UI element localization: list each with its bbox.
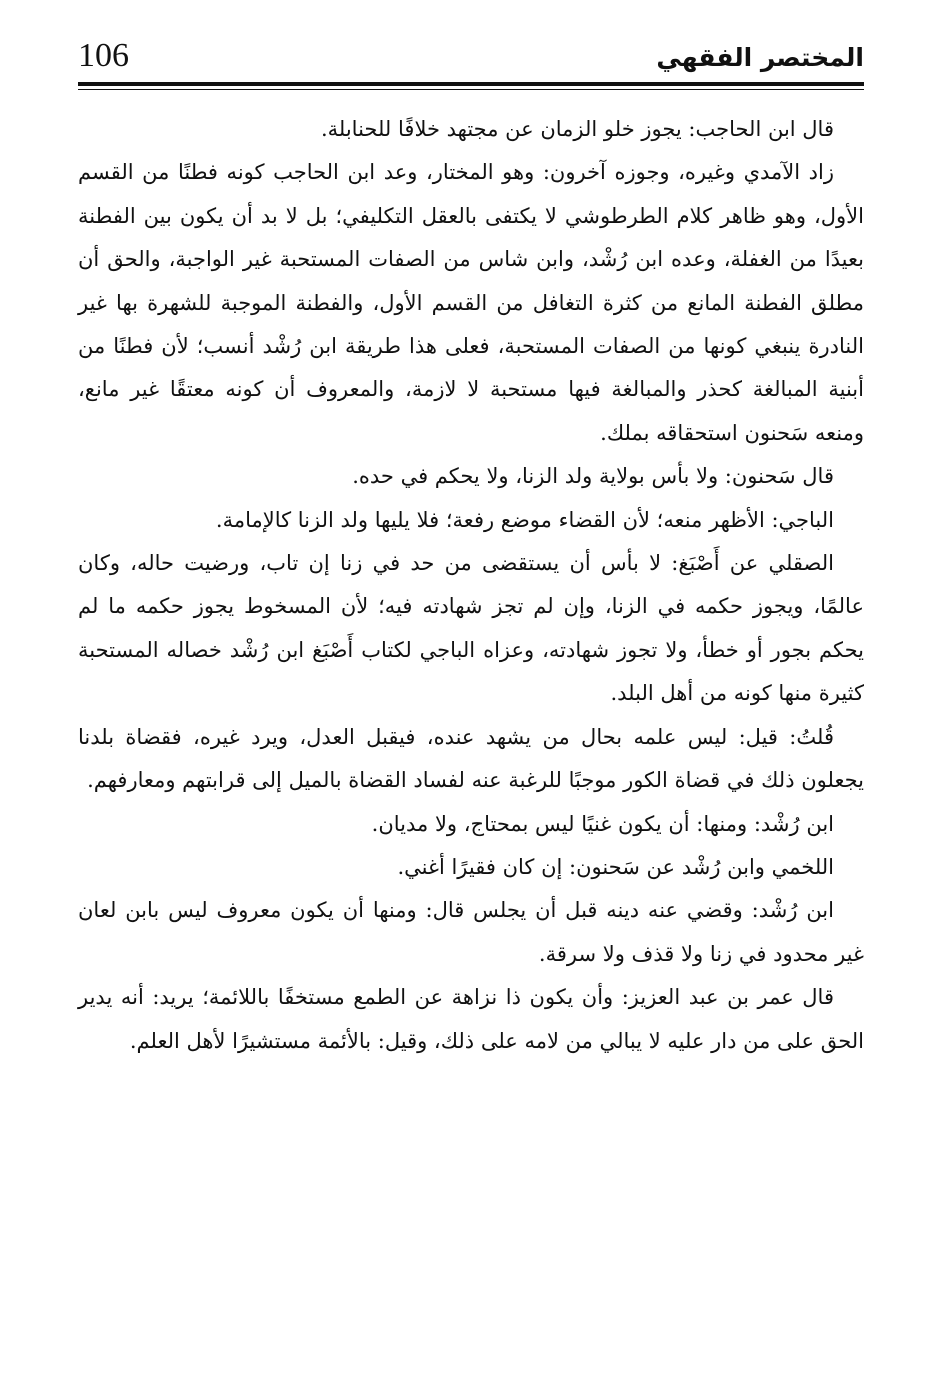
paragraph: زاد الآمدي وغيره، وجوزه آخرون: وهو المختار، وعد ابن الحاجب كونه فطنًا من القسم الأول، وهو ظاهر كلام الطرطوشي لا يكتفى بالعقل التكليفي؛ بل لا بد أن يكون بين الفطنة بعيدًا من الغفلة، وعده ابن رُشْد، وابن شاس من الصفات المستحبة غير الواجبة، والحق أن مطلق الفطنة المانع من كثرة التغافل من القسم الأول، والفطنة الموجبة للشهرة بها غير النادرة ينبغي كونها من الصفات المستحبة، فعلى هذا طريقة ابن رُشْد أنسب؛ لأن فطنًا من أبنية المبالغة كحذر والمبالغة فيها مستحبة لا لازمة، والمعروف أن كونه معتقًا غير مانع، ومنعه سَحنون استحقاقه بملك.	[78, 160, 864, 445]
header-rule-thin	[78, 89, 864, 90]
page-number: 106	[78, 37, 129, 74]
paragraph: قال ابن الحاجب: يجوز خلو الزمان عن مجتهد خلافًا للحنابلة.	[320, 117, 834, 141]
paragraph: قال سَحنون: ولا بأس بولاية ولد الزنا، ولا يحكم في حده.	[352, 464, 834, 489]
paragraph: اللخمي وابن رُشْد عن سَحنون: إن كان فقيرًا أغني.	[397, 854, 834, 879]
paragraph: ابن رُشْد: وقضي عنه دينه قبل أن يجلس قال: ومنها أن يكون معروف ليس بابن لعان غير محدود في زنا ولا قذف ولا سرقة.	[78, 898, 864, 966]
paragraph: قال عمر بن عبد العزيز: وأن يكون ذا نزاهة عن الطمع مستخفًا باللائمة؛ يريد: أنه يدير الحق على من دار عليه لا يبالي من لامه على ذلك، وقيل: بالأئمة مستشيرًا لأهل العلم.	[78, 985, 864, 1053]
paragraph: ابن رُشْد: ومنها: أن يكون غنيًا ليس بمحتاج، ولا مديان.	[371, 811, 834, 836]
header-rule-thick	[78, 82, 864, 86]
paragraph: الباجي: الأظهر منعه؛ لأن القضاء موضع رفعة؛ فلا يليها ولد الزنا كالإمامة.	[215, 507, 834, 532]
paragraph: قُلتُ: قيل: ليس علمه بحال من يشهد عنده، فيقبل العدل، ويرد غيره، فقضاة بلدنا يجعلون ذلك في قضاة الكور موجبًا للرغبة عنه لفساد القضاة بالميل إلى قرابتهم ومعارفهم.	[78, 724, 864, 793]
page-header	[78, 36, 864, 80]
paragraph: الصقلي عن أَصْبَغ: لا بأس أن يستقضى من حد في زنا إن تاب، ورضيت حاله، وكان عالمًا، ويجوز حكمه في الزنا، وإن لم تجز شهادته فيه؛ لأن المسخوط يجوز حكمه ما لم يحكم بجور أو خطأ، ولا تجوز شهادته، وعزاه الباجي لكتاب أَصْبَغ ابن رُشْد خصاله المستحبة كثيرة منها كونه من أهل البلد.	[78, 551, 864, 706]
running-title: المختصر الفقهي	[656, 43, 864, 72]
body-text	[78, 108, 864, 1063]
